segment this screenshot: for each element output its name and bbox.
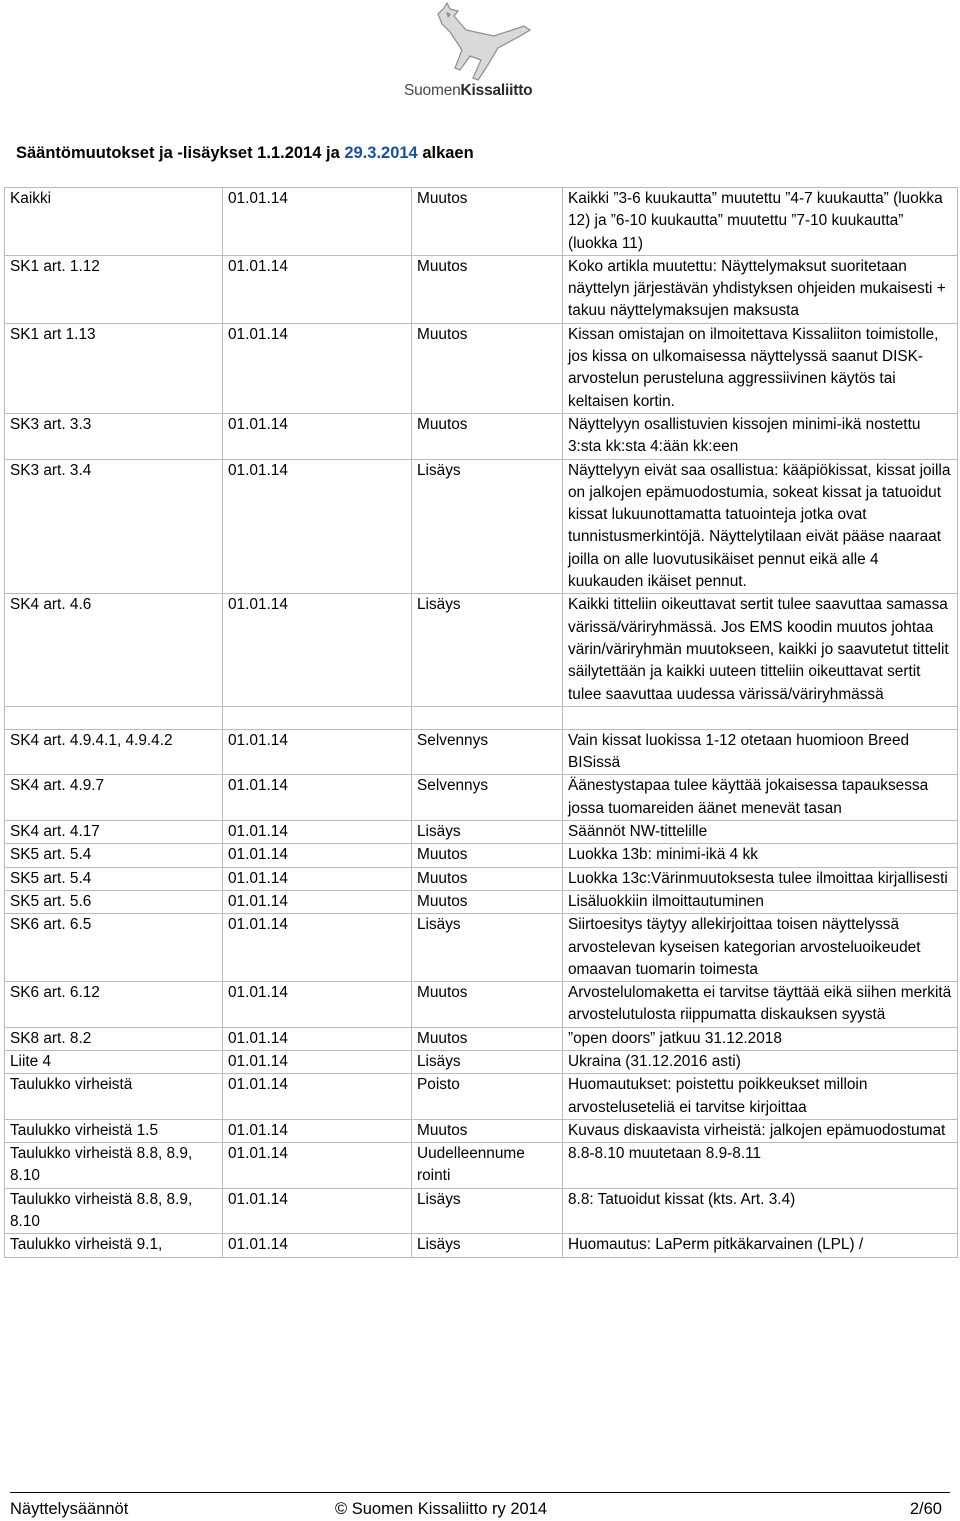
rule-reference-cell: SK5 art. 5.4 (5, 844, 223, 867)
table-row (5, 594, 958, 706)
table-row (5, 821, 958, 844)
table-row (5, 1074, 958, 1120)
logo-text-bold: Kissaliitto (460, 82, 533, 99)
change-type-cell: Muutos (412, 1027, 563, 1050)
date-cell: 01.01.14 (223, 413, 412, 459)
table-row (5, 729, 958, 775)
description-cell: Kaikki titteliin oikeuttavat sertit tulee saavuttaa samassa värissä/väriryhmässä. Jos EMS koodin muutos johtaa värin/väriryhmän muutokseen, kaikki jo saavutetut tittelit säilytettään ja kaikki uuteen titteliin oikeuttavat sertit tulee saavuttaa uudessa värissä/väriryhmässä (563, 594, 958, 706)
table-row (5, 1143, 958, 1189)
date-cell: 01.01.14 (223, 1050, 412, 1073)
rule-reference-cell: Taulukko virheistä (5, 1074, 223, 1120)
table-row (5, 914, 958, 982)
rule-reference-cell: SK5 art. 5.6 (5, 890, 223, 913)
description-cell: Äänestystapaa tulee käyttää jokaisessa tapauksessa jossa tuomareiden äänet menevät tasan (563, 775, 958, 821)
change-type-cell: Muutos (412, 890, 563, 913)
change-type-cell: Muutos (412, 323, 563, 413)
description-cell: Siirtoesitys täytyy allekirjoittaa toisen näyttelyssä arvostelevan kyseisen kategorian arvosteluoikeudet omaavan tuomarin toimesta (563, 914, 958, 982)
rule-changes-table (4, 187, 958, 1258)
date-cell: 01.01.14 (223, 890, 412, 913)
date-cell: 01.01.14 (223, 1143, 412, 1189)
description-cell: Arvostelulomaketta ei tarvitse täyttää eikä siihen merkitä arvostelutulosta riippumatta diskauksen syystä (563, 982, 958, 1028)
change-type-cell: Lisäys (412, 594, 563, 706)
change-type-cell: Muutos (412, 867, 563, 890)
page-footer (10, 1492, 950, 1517)
table-row (5, 188, 958, 256)
change-type-cell: Muutos (412, 188, 563, 256)
change-type-cell: Muutos (412, 1119, 563, 1142)
change-type-cell: Muutos (412, 413, 563, 459)
change-type-cell: Lisäys (412, 914, 563, 982)
rule-reference-cell: SK6 art. 6.12 (5, 982, 223, 1028)
date-cell: 01.01.14 (223, 459, 412, 594)
date-cell: 01.01.14 (223, 323, 412, 413)
description-cell: Huomautus: LaPerm pitkäkarvainen (LPL) / (563, 1234, 958, 1257)
date-cell: 01.01.14 (223, 1119, 412, 1142)
document-title (16, 144, 474, 163)
table-row (5, 1188, 958, 1234)
footer-document-name: Näyttelysäännöt (10, 1500, 129, 1518)
description-cell: 8.8: Tatuoidut kissat (kts. Art. 3.4) (563, 1188, 958, 1234)
change-type-cell: Lisäys (412, 1188, 563, 1234)
footer-page-number: 2/60 (909, 1500, 942, 1518)
logo-wordmark (404, 82, 532, 100)
change-type-cell: Muutos (412, 844, 563, 867)
empty-cell (5, 706, 223, 729)
rule-reference-cell: SK1 art. 1.12 (5, 255, 223, 323)
description-cell: Ukraina (31.12.2016 asti) (563, 1050, 958, 1073)
change-type-cell: Lisäys (412, 1050, 563, 1073)
change-type-cell: Uudelleennume rointi (412, 1143, 563, 1189)
rule-reference-cell: Taulukko virheistä 8.8, 8.9, 8.10 (5, 1188, 223, 1234)
table-row (5, 459, 958, 594)
rule-reference-cell: SK4 art. 4.9.7 (5, 775, 223, 821)
description-cell: Kissan omistajan on ilmoitettava Kissaliiton toimistolle, jos kissa on ulkomaisessa näyttelyssä saanut DISK- arvostelun perusteluna aggressiivinen käytös tai keltaisen kortin. (563, 323, 958, 413)
date-cell: 01.01.14 (223, 982, 412, 1028)
empty-cell (223, 706, 412, 729)
footer-copyright: © Suomen Kissaliitto ry 2014 (335, 1500, 548, 1518)
description-cell: Näyttelyyn eivät saa osallistua: kääpiökissat, kissat joilla on jalkojen epämuodostumia, sokeat kissat ja tatuoidut kissat lukuunottamatta tatuointeja jotka ovat tunnistusmerkintöjä. Näyttelytilaan eivät pääse naaraat joilla on alle luovutusikäiset pennut eikä alle 4 kuukauden ikäiset pennut. (563, 459, 958, 594)
change-type-cell: Selvennys (412, 729, 563, 775)
rule-reference-cell: Kaikki (5, 188, 223, 256)
rule-reference-cell: SK3 art. 3.4 (5, 459, 223, 594)
empty-cell (563, 706, 958, 729)
change-type-cell: Lisäys (412, 459, 563, 594)
rule-reference-cell: Taulukko virheistä 9.1, (5, 1234, 223, 1257)
description-cell: Kuvaus diskaavista virheistä: jalkojen epämuodostumat (563, 1119, 958, 1142)
date-cell: 01.01.14 (223, 255, 412, 323)
description-cell: 8.8-8.10 muutetaan 8.9-8.11 (563, 1143, 958, 1189)
description-cell: Koko artikla muutettu: Näyttelymaksut suoritetaan näyttelyn järjestävän yhdistyksen ohjeiden mukaisesti + takuu näyttelymaksujen maksusta (563, 255, 958, 323)
logo-text-light: Suomen (404, 82, 461, 99)
date-cell: 01.01.14 (223, 1234, 412, 1257)
table-row (5, 1050, 958, 1073)
description-cell: Luokka 13c:Värinmuutoksesta tulee ilmoittaa kirjallisesti (563, 867, 958, 890)
date-cell: 01.01.14 (223, 1027, 412, 1050)
table-row (5, 413, 958, 459)
rule-reference-cell: SK6 art. 6.5 (5, 914, 223, 982)
change-type-cell: Lisäys (412, 821, 563, 844)
table-row (5, 867, 958, 890)
date-cell: 01.01.14 (223, 844, 412, 867)
table-row (5, 775, 958, 821)
description-cell: Kaikki ”3-6 kuukautta” muutettu ”4-7 kuukautta” (luokka 12) ja ”6-10 kuukautta” muutettu ”7-10 kuukautta” (luokka 11) (563, 188, 958, 256)
rule-reference-cell: SK4 art. 4.9.4.1, 4.9.4.2 (5, 729, 223, 775)
table-row (5, 255, 958, 323)
change-type-cell: Muutos (412, 982, 563, 1028)
table-row (5, 323, 958, 413)
cat-silhouette-icon (424, 2, 532, 82)
title-highlight-date: 29.3.2014 (344, 144, 418, 162)
change-type-cell: Selvennys (412, 775, 563, 821)
change-type-cell: Poisto (412, 1074, 563, 1120)
rule-reference-cell: SK8 art. 8.2 (5, 1027, 223, 1050)
description-cell: Luokka 13b: minimi-ikä 4 kk (563, 844, 958, 867)
date-cell: 01.01.14 (223, 594, 412, 706)
rule-reference-cell: SK4 art. 4.6 (5, 594, 223, 706)
rule-reference-cell: SK4 art. 4.17 (5, 821, 223, 844)
rule-reference-cell: SK5 art. 5.4 (5, 867, 223, 890)
date-cell: 01.01.14 (223, 1188, 412, 1234)
date-cell: 01.01.14 (223, 729, 412, 775)
date-cell: 01.01.14 (223, 914, 412, 982)
table-row (5, 844, 958, 867)
date-cell: 01.01.14 (223, 821, 412, 844)
rule-reference-cell: SK1 art 1.13 (5, 323, 223, 413)
date-cell: 01.01.14 (223, 867, 412, 890)
table-spacer-row (5, 706, 958, 729)
rule-reference-cell: Taulukko virheistä 8.8, 8.9, 8.10 (5, 1143, 223, 1189)
rule-reference-cell: Liite 4 (5, 1050, 223, 1073)
table-row (5, 1027, 958, 1050)
date-cell: 01.01.14 (223, 188, 412, 256)
description-cell: ”open doors” jatkuu 31.12.2018 (563, 1027, 958, 1050)
rule-reference-cell: Taulukko virheistä 1.5 (5, 1119, 223, 1142)
table-row (5, 982, 958, 1028)
rule-changes-body (5, 188, 958, 1258)
rule-reference-cell: SK3 art. 3.3 (5, 413, 223, 459)
table-row (5, 1119, 958, 1142)
change-type-cell: Lisäys (412, 1234, 563, 1257)
description-cell: Säännöt NW-tittelille (563, 821, 958, 844)
description-cell: Huomautukset: poistettu poikkeukset milloin arvosteluseteliä ei tarvitse kirjoittaa (563, 1074, 958, 1120)
empty-cell (412, 706, 563, 729)
description-cell: Lisäluokkiin ilmoittautuminen (563, 890, 958, 913)
description-cell: Näyttelyyn osallistuvien kissojen minimi-ikä nostettu 3:sta kk:sta 4:ään kk:een (563, 413, 958, 459)
table-row (5, 890, 958, 913)
change-type-cell: Muutos (412, 255, 563, 323)
date-cell: 01.01.14 (223, 775, 412, 821)
title-part-1: Sääntömuutokset ja -lisäykset 1.1.2014 ja (16, 144, 345, 162)
kissaliitto-logo (398, 2, 558, 104)
description-cell: Vain kissat luokissa 1-12 otetaan huomioon Breed BISissä (563, 729, 958, 775)
date-cell: 01.01.14 (223, 1074, 412, 1120)
table-row (5, 1234, 958, 1257)
title-part-3: alkaen (417, 144, 474, 162)
